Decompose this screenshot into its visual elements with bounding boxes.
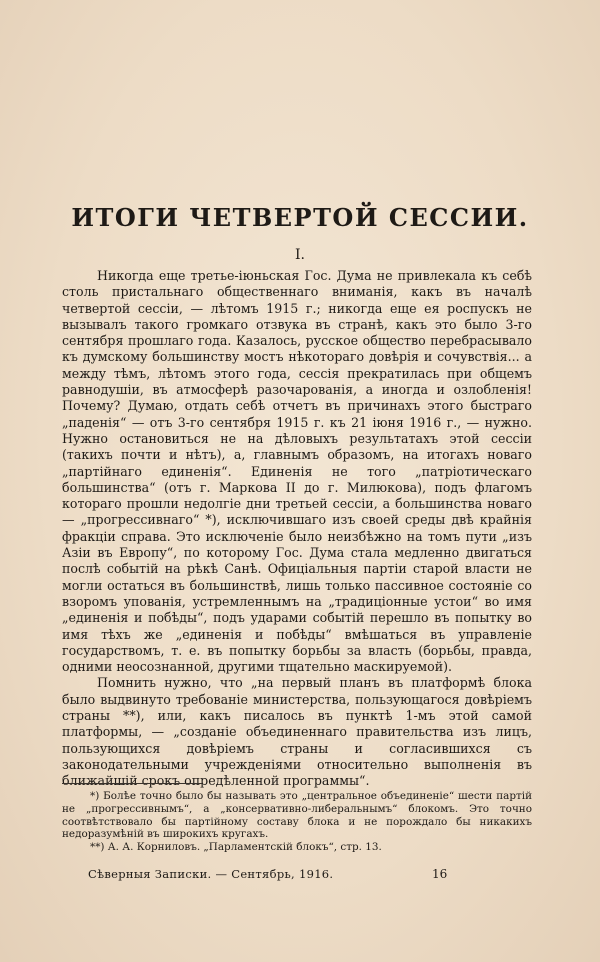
paragraph-1: Никогда еще третье-іюньская Гос. Дума не привлекала къ себѣ столь пристальнаго общественнаго вниманія, какъ въ началѣ четвертой сессіи, — лѣтомъ 1915 г.; никогда еще ея роспускъ не вызывалъ такого громкаго отзвука въ странѣ, какъ это было 3-го сентября прошлаго года. Казалось, русское общество перебрасывало къ думскому большинству мостъ нѣкотораго довѣрія и сочувствія... а между тѣмъ, лѣтомъ этого года, сессія прекратилась при общемъ равнодушіи, въ атмосферѣ разочарованія, а иногда и озлобленія! Почему? Думаю, отдать себѣ отчетъ въ причинахъ этого быстраго „паденія“ — отъ 3-го сентября 1915 г. къ 21 іюня 1916 г., — нужно. Нужно остановиться не на дѣловыхъ результатахъ этой сессіи (такихъ почти и нѣтъ), а, главнымъ образомъ, на итогахъ новаго „партійнаго единенія“. Единенія не того „патріотическаго большинства“ (отъ г. Маркова II до г. Милюкова), подъ флагомъ котораго прошли недолгіе дни третьей сессіи, а большинства новаго — „прогрессивнаго“ *), исключившаго изъ своей среды двѣ крайнія фракціи справа. Это исключеніе было неизбѣжно на томъ пути „изъ Азіи въ Европу“, по которому Гос. Дума стала медленно двигаться послѣ событій на рѣкѣ Санѣ. Офиціальныя партіи старой власти не могли остаться въ большинствѣ, лишь только пассивное состояніе со взоромъ упованія, устремленнымъ на „традиціонные устои“ во имя „единенія и побѣды“, подъ ударами событій перешло въ попытку во имя тѣхъ же „единенія и побѣды“ вмѣшаться въ управленіе государствомъ, т. е. въ попытку борьбы за власть (борьбы, правда, одними неосознанной, другими тщательно маскируемой). bbox=[62, 268, 532, 675]
page-number: 16 bbox=[432, 867, 448, 881]
main-text bbox=[62, 268, 532, 790]
footnote-1 bbox=[62, 790, 532, 841]
footnote-2-text: **) А. А. Корниловъ. „Парламентскій блокъ“, стр. 13. bbox=[90, 841, 382, 853]
paragraph-2: Помнить нужно, что „на первый планъ въ платформѣ блока было выдвинуто требованіе министерства, пользующагося довѣріемъ страны **), или, какъ писалось въ пунктѣ 1-мъ этой самой платформы, — „созданіе объединеннаго правительства изъ лицъ, пользующихся довѣріемъ страны и согласившихся съ законодательными учрежденіями относительно выполненія въ ближайшій срокъ опредѣленной программы“. bbox=[62, 675, 532, 789]
running-footer: Сѣверныя Записки. — Сентябрь, 1916. bbox=[88, 867, 334, 881]
section-number: I. bbox=[295, 247, 305, 263]
footnote-2 bbox=[62, 841, 532, 854]
footnote-divider bbox=[62, 783, 202, 784]
footnote-1-text: *) Болѣе точно было бы называть это „центральное объединеніе“ шести партій не „прогрессивнымъ“, а „консервативно-либеральнымъ“ блокомъ. Это точно соотвѣтствовало бы партійному составу блока и не порождало бы никакихъ недоразумѣній въ широкихъ кругахъ. bbox=[62, 790, 532, 841]
page-title: ИТОГИ ЧЕТВЕРТОЙ СЕССИИ. bbox=[71, 203, 529, 232]
